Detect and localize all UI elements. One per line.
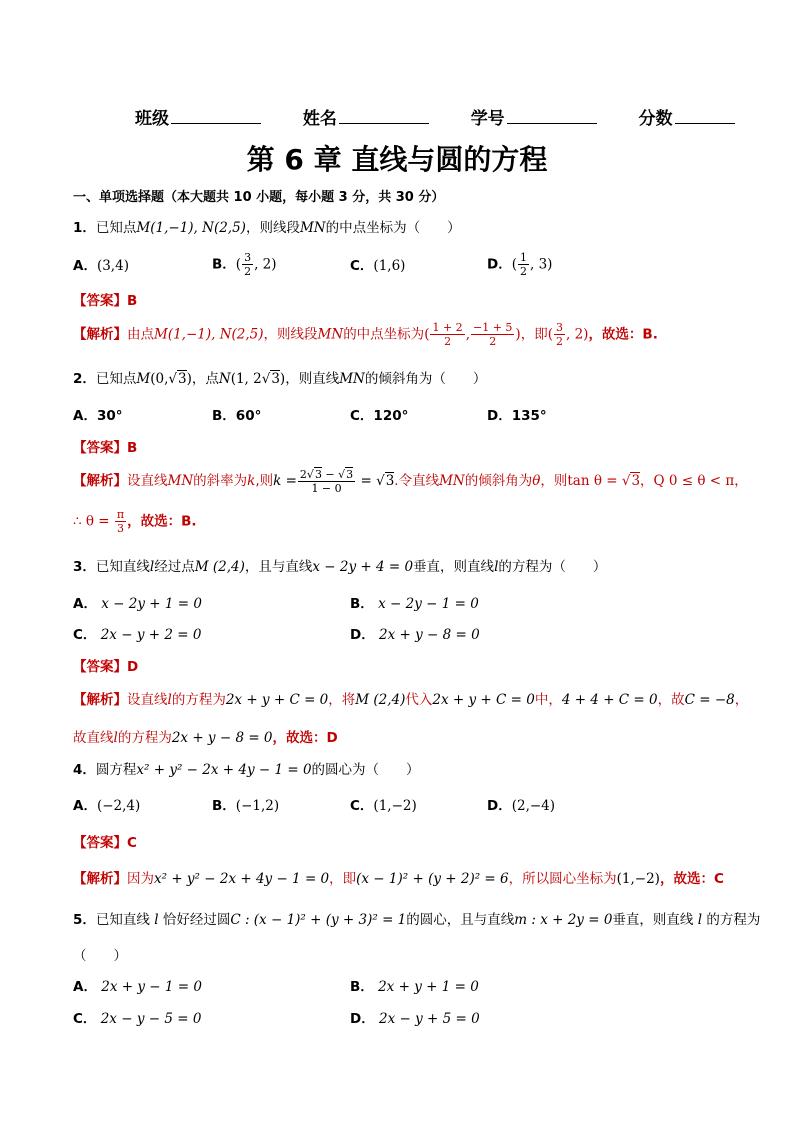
option-value: (3,4) <box>96 258 129 274</box>
q3-line: l <box>149 559 155 575</box>
analysis-text: ，即 <box>520 326 548 343</box>
option-label: A． <box>73 798 97 814</box>
analysis-text: 的倾斜角为 <box>464 473 533 489</box>
option-label: B． <box>212 408 236 424</box>
q2-point-n: N <box>218 371 231 387</box>
header-fields <box>135 104 735 129</box>
question-5 <box>73 908 760 928</box>
q4-number: 4． <box>73 762 96 778</box>
answer-value: B <box>127 293 138 309</box>
q3-answer <box>73 655 138 675</box>
option-label: A． <box>73 596 97 612</box>
q5-line-m: m : x + 2y = 0 <box>514 912 613 928</box>
numerator: 3 <box>244 251 252 264</box>
option-label: D． <box>487 408 512 424</box>
analysis-text: ，则线段 <box>263 326 318 343</box>
analysis-math: MN <box>439 473 465 489</box>
analysis-text: 的方程为 <box>117 730 172 746</box>
fraction <box>430 321 464 348</box>
q3-text: 经过点 <box>154 559 195 575</box>
numerator-part: − <box>321 468 339 481</box>
analysis-text: 由点 <box>127 326 154 343</box>
analysis-math: = <box>356 473 377 489</box>
q3-text: 垂直，则直线 <box>413 559 495 575</box>
q1-number: 1． <box>73 220 96 236</box>
radicand: 3 <box>314 468 322 481</box>
q3-option-d <box>350 623 480 643</box>
q5-option-a <box>73 975 202 995</box>
q3-text: 已知直线 <box>95 559 150 575</box>
q1-text: ，则线段 <box>245 220 300 236</box>
q4-equation: x² + y² − 2x + 4y − 1 = 0 <box>136 762 312 778</box>
option-label: B． <box>350 979 374 995</box>
analysis-text: 设直线 <box>127 473 168 489</box>
page-title: 第 6 章 直线与圆的方程 <box>246 143 548 176</box>
q4-answer <box>73 831 137 851</box>
analysis-text: 因为 <box>127 871 154 887</box>
option-label: D． <box>350 627 375 643</box>
analysis-text: 的方程为 <box>171 692 226 708</box>
analysis-text: ， <box>640 473 654 489</box>
option-value: 2x + y + 1 = 0 <box>378 979 479 995</box>
numerator: −1 + 5 <box>472 321 513 334</box>
analysis-text: ，所以圆心坐标为 <box>508 871 617 887</box>
q2-option-d <box>487 404 547 424</box>
numerator: π <box>116 508 125 521</box>
option-value: 120° <box>373 408 409 424</box>
q3-text: 的方程为（ ） <box>498 559 607 575</box>
option-value: x − 2y − 1 = 0 <box>378 596 479 612</box>
option-value: (2,−4) <box>511 798 556 814</box>
option-value: 2x + y − 8 = 0 <box>379 627 480 643</box>
q2-option-c <box>350 404 408 424</box>
option-value: 2x − y + 5 = 0 <box>379 1011 480 1027</box>
class-blank <box>171 106 261 124</box>
numerator: 3 <box>555 321 563 334</box>
q3-option-c <box>73 623 201 643</box>
denominator: 2 <box>244 265 252 278</box>
option-label: D． <box>487 798 512 814</box>
analysis-text: ，将 <box>328 692 356 708</box>
q5-circle: C : (x − 1)² + (y + 3)² = 1 <box>230 912 407 928</box>
q4-option-c <box>350 794 417 814</box>
q2-point-m: M <box>136 371 151 387</box>
analysis-math: 2x + y + C = 0 <box>225 692 329 708</box>
option-value: (−1,2) <box>235 798 280 814</box>
q1-analysis: 【解析】由点M(1,−1), N(2,5)，则线段MN的中点坐标为( $\frac{1 + 2}{2}$ , $\frac{-1 + 5}{2}$ )，即( $\frac{3}{2}$ , 2)，故选：B. <box>73 321 658 348</box>
analysis-math: 2x + y + C = 0 <box>432 692 535 708</box>
q2-text: 已知点 <box>95 371 137 387</box>
analysis-math: l <box>167 692 172 708</box>
analysis-text: ， <box>734 692 749 708</box>
q2-math: ) <box>186 371 192 387</box>
answer-label: 【答案】 <box>73 440 127 456</box>
option-value: ( <box>511 256 517 273</box>
analysis-math: 4 + 4 + C = 0 <box>561 692 658 708</box>
q2-answer <box>73 436 137 456</box>
option-label: C． <box>350 258 374 274</box>
numerator: 2√3 − √3 <box>299 468 354 481</box>
q4-option-a <box>73 794 140 814</box>
q3-line: l <box>494 559 499 575</box>
analysis-math: tan θ = <box>567 473 622 489</box>
q2-number: 2． <box>73 371 96 387</box>
option-value: (1,6) <box>373 258 406 274</box>
q5-text: 的方程为 <box>702 912 761 928</box>
option-value: 2x − y − 5 = 0 <box>100 1011 202 1027</box>
q2-text: 的倾斜角为（ ） <box>364 371 487 387</box>
radicand: 3 <box>178 371 187 387</box>
option-value: x − 2y + 1 = 0 <box>101 596 202 612</box>
q2-math: ) <box>279 371 286 387</box>
option-label: A． <box>73 408 97 424</box>
q3-text: ，且与直线 <box>244 559 313 575</box>
option-value: , 3) <box>530 256 553 273</box>
option-label: A． <box>73 979 97 995</box>
analysis-math: Q 0 ≤ θ < π <box>653 473 735 489</box>
question-3 <box>73 555 606 575</box>
q5-line: l <box>697 912 703 928</box>
analysis-math: (x − 1)² + (y + 2)² = 6 <box>356 871 509 887</box>
fraction <box>471 321 514 348</box>
denominator: 2 <box>444 335 452 348</box>
analysis-math: ∴ θ = <box>73 513 114 530</box>
analysis-math: (1,−2) <box>616 871 660 887</box>
q3-analysis-line2 <box>73 726 338 746</box>
q2-option-a <box>73 404 123 424</box>
fraction <box>518 251 529 278</box>
q1-option-a <box>73 254 129 274</box>
q4-option-b <box>212 794 279 814</box>
analysis-text: 故直线 <box>73 730 114 746</box>
option-value: (−2,4) <box>96 798 141 814</box>
option-value: 135° <box>511 408 547 424</box>
q1-option-d <box>487 251 552 278</box>
option-label: B． <box>212 798 236 814</box>
id-label: 学号 <box>470 109 505 129</box>
id-blank <box>507 106 597 124</box>
analysis-text: ，故选：B. <box>588 326 658 343</box>
q2-option-b <box>212 404 261 424</box>
analysis-text: ，故 <box>657 692 685 708</box>
q3-equation: x − 2y + 4 = 0 <box>312 559 414 575</box>
option-label: C． <box>73 627 97 643</box>
option-value: 60° <box>235 408 262 424</box>
numerator-part: 2 <box>299 468 307 481</box>
denominator: 2 <box>520 265 527 278</box>
q5-text: 垂直，则直线 <box>612 912 698 928</box>
analysis-math: , 2) <box>565 326 589 343</box>
q4-option-d <box>487 794 555 814</box>
q1-text: 已知点 <box>95 220 137 236</box>
q5-text: 的圆心，且与直线 <box>406 912 515 928</box>
analysis-text: 代入 <box>405 692 433 708</box>
name-label: 姓名 <box>302 109 337 129</box>
radicand: 3 <box>385 473 395 489</box>
q4-text: 圆方程 <box>95 762 137 778</box>
analysis-text: ，故选：C <box>659 871 724 887</box>
q2-math: (1, 2 <box>230 371 262 387</box>
section-heading: 一、单项选择题（本大题共 10 小题，每小题 3 分，共 30 分） <box>73 190 445 205</box>
analysis-math: MN <box>317 326 344 343</box>
name-blank <box>339 106 429 124</box>
q5-paren: （ ） <box>73 948 127 964</box>
option-value: 2x − y + 2 = 0 <box>100 627 202 643</box>
option-label: C． <box>73 1011 97 1027</box>
option-value: , 2) <box>254 256 277 273</box>
analysis-math: C = −8 <box>684 692 735 708</box>
q4-analysis <box>73 867 724 887</box>
option-value: 30° <box>96 408 123 424</box>
class-label: 班级 <box>135 109 169 129</box>
analysis-math: θ <box>532 473 541 489</box>
answer-value: D <box>127 659 139 675</box>
option-label: B． <box>350 596 374 612</box>
option-label: C． <box>350 408 374 424</box>
q5-option-d <box>350 1007 480 1027</box>
option-value: 2x + y − 1 = 0 <box>101 979 202 995</box>
option-label: B． <box>212 256 236 273</box>
q1-option-b <box>212 251 277 278</box>
analysis-text: ，则 <box>540 473 568 489</box>
analysis-text: 中， <box>534 692 562 708</box>
fraction <box>554 321 565 348</box>
analysis-math: M (2,4) <box>355 692 406 708</box>
analysis-text: 的中点坐标为 <box>343 326 425 343</box>
q5-option-b <box>350 975 479 995</box>
analysis-label: 【解析】 <box>73 692 127 708</box>
q1-option-c <box>350 254 405 274</box>
radicand: 3 <box>346 468 354 481</box>
answer-value: B <box>127 440 138 456</box>
q3-point: M (2,4) <box>194 559 245 575</box>
q3-option-a <box>73 592 202 612</box>
analysis-math: k <box>247 473 256 489</box>
analysis-label: 【解析】 <box>73 326 127 343</box>
denominator: 3 <box>117 522 125 535</box>
analysis-text: ,则 <box>255 473 274 489</box>
q2-analysis-line2 <box>73 508 197 535</box>
denominator: 1 − 0 <box>311 482 342 495</box>
denominator: 2 <box>555 335 563 348</box>
q1-text: 的中点坐标为（ ） <box>325 220 461 236</box>
q2-math: (0, <box>150 371 169 387</box>
answer-value: C <box>127 835 137 851</box>
question-2: 2．已知点M(0,√3)，点N(1, 2√3)，则直线MN的倾斜角为（ ） <box>73 371 487 387</box>
q1-segment: MN <box>299 220 326 236</box>
q2-analysis: 【解析】设直线MN的斜率为k,则k = $\frac{2√3 - √3}{1 - 0}$ = √3.令直线MN的倾斜角为θ，则tan θ = √3，Q 0 ≤ θ < π， <box>73 468 748 495</box>
analysis-text: .令直线 <box>394 473 440 489</box>
analysis-text: 设直线 <box>127 692 168 708</box>
analysis-text: ，故选：B. <box>127 513 197 530</box>
radicand: 3 <box>271 371 280 387</box>
q4-text: 的圆心为（ ） <box>311 762 420 778</box>
analysis-math: l <box>113 730 118 746</box>
analysis-math: x² + y² − 2x + 4y − 1 = 0 <box>154 871 330 887</box>
analysis-text: ， <box>734 473 748 489</box>
option-label: C． <box>350 798 374 814</box>
option-value: (1,−2) <box>373 798 417 814</box>
q1-answer <box>73 289 137 309</box>
q3-analysis <box>73 688 748 708</box>
score-blank <box>675 106 735 124</box>
analysis-math: 2x + y − 8 = 0 <box>171 730 273 746</box>
q2-text: ，点 <box>191 371 219 387</box>
q5-number: 5． <box>73 912 96 928</box>
q5-text: 已知直线 <box>95 912 155 928</box>
q2-text: ，则直线 <box>285 371 340 387</box>
fraction <box>242 251 253 278</box>
answer-label: 【答案】 <box>73 659 127 675</box>
fraction <box>298 467 355 495</box>
denominator: 2 <box>489 335 497 348</box>
score-label: 分数 <box>638 109 673 129</box>
q5-option-c <box>73 1007 201 1027</box>
analysis-label: 【解析】 <box>73 871 127 887</box>
analysis-text: ，故选：D <box>272 730 338 746</box>
radicand: 3 <box>631 473 641 489</box>
analysis-math: k = <box>273 473 297 489</box>
question-4 <box>73 758 420 778</box>
numerator: 1 <box>520 251 527 264</box>
analysis-math: MN <box>167 473 194 489</box>
q1-points: M(1,−1), N(2,5) <box>136 220 246 236</box>
answer-label: 【答案】 <box>73 293 127 309</box>
option-value: ( <box>235 256 242 273</box>
numerator: 1 + 2 <box>432 321 463 334</box>
option-label: A． <box>73 258 97 274</box>
question-1 <box>73 216 461 236</box>
q2-line: MN <box>339 371 365 387</box>
analysis-math: M(1,−1), N(2,5) <box>154 326 264 343</box>
fraction <box>115 508 126 535</box>
option-label: D． <box>487 256 512 273</box>
option-label: D． <box>350 1011 375 1027</box>
analysis-label: 【解析】 <box>73 473 127 489</box>
q5-line: l <box>154 912 159 928</box>
analysis-text: ，即 <box>329 871 357 887</box>
q5-text: 恰好经过圆 <box>158 912 231 928</box>
q3-number: 3． <box>73 559 96 575</box>
q3-option-b <box>350 592 479 612</box>
analysis-text: 的斜率为 <box>193 473 248 489</box>
answer-label: 【答案】 <box>73 835 127 851</box>
